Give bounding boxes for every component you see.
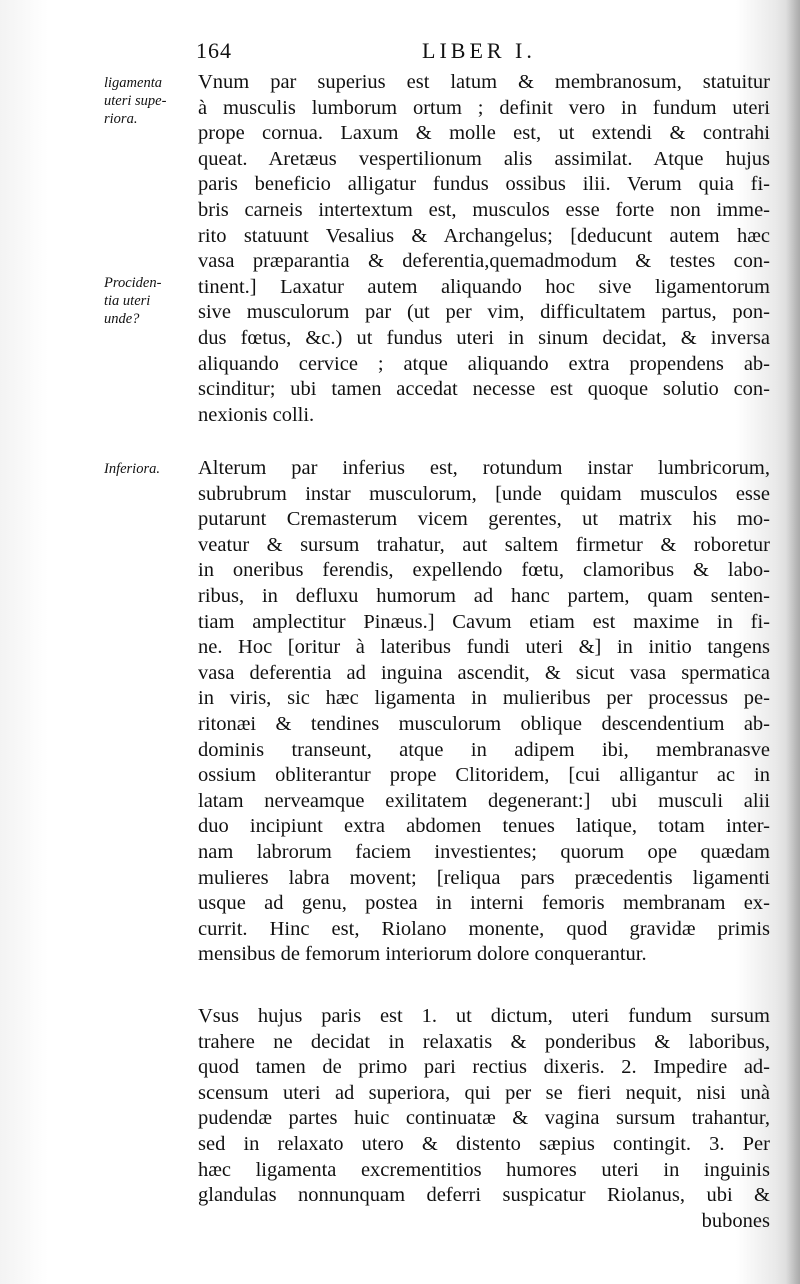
text-line: vasa præparantia & deferentia,quemadmodum & testes con- bbox=[198, 250, 770, 273]
paragraph-inferius bbox=[198, 456, 770, 968]
margin-line: unde? bbox=[104, 311, 140, 327]
text-line: Alterum par inferius est, rotundum instar lumbricorum, bbox=[198, 457, 770, 479]
running-title: LIBER I. bbox=[422, 38, 536, 63]
text-line: latam nerveamque exilitatem degenerant:] ubi musculi alii bbox=[198, 789, 770, 812]
text-line: paris beneficio alligatur fundus ossibus ilii. Verum quia fi- bbox=[198, 173, 770, 196]
text-line: ritonæi & tendines musculorum oblique descendentium ab- bbox=[198, 712, 770, 735]
paragraph-superius bbox=[198, 70, 770, 428]
text-line: scinditur; ubi tamen accedat necesse est quoque solutio con- bbox=[198, 378, 770, 401]
margin-line: Inferiora. bbox=[104, 461, 160, 477]
text-line: currit. Hinc est, Riolano monente, quod gravidæ primis bbox=[198, 917, 770, 940]
text-line: bris carneis intertextum est, musculos esse forte non imme- bbox=[198, 198, 770, 221]
marginal-note-ligamenta bbox=[104, 74, 190, 128]
page-edge-shadow bbox=[786, 0, 800, 1284]
text-line: veatur & sursum trahatur, aut saltem firmetur & roboretur bbox=[198, 533, 770, 556]
margin-line: Prociden- bbox=[104, 275, 162, 291]
catchword: bubones bbox=[701, 1209, 770, 1232]
marginal-note-inferiora bbox=[104, 460, 190, 478]
text-line: ribus, in defluxu humorum ad hanc partem, quam senten- bbox=[198, 584, 770, 607]
text-line: subrubrum instar musculorum, [unde quidam musculos esse bbox=[198, 482, 770, 505]
text-line: sive musculorum par (ut per vim, difficultatem partus, pon- bbox=[198, 301, 770, 324]
margin-line: tia uteri bbox=[104, 293, 151, 309]
text-line: prope cornua. Laxum & molle est, ut extendi & contrahi bbox=[198, 122, 770, 145]
text-line: tiam amplectitur Pinæus.] Cavum etiam est maxime in fi- bbox=[198, 610, 770, 633]
text-line: vasa deferentia ad inguina ascendit, & sicut vasa spermatica bbox=[198, 661, 770, 684]
text-line: mensibus de femorum interiorum dolore conquerantur. bbox=[198, 943, 647, 966]
text-line: à musculis lumborum ortum ; definit vero in fundum uteri bbox=[198, 96, 770, 119]
text-line: ossium obliterantur prope Clitoridem, [cui alligantur ac in bbox=[198, 764, 770, 787]
margin-line: ligamenta bbox=[104, 75, 162, 91]
running-head bbox=[196, 38, 772, 68]
margin-line: uteri supe- bbox=[104, 93, 167, 109]
text-line: aliquando cervice ; atque aliquando extra propendens ab- bbox=[198, 352, 770, 375]
text-line: in oneribus ferendis, expellendo fœtu, clamoribus & labo- bbox=[198, 559, 770, 582]
marginal-note-procidentia bbox=[104, 274, 190, 328]
text-line: quod tamen de primo pari rectius dixeris. 2. Impedire ad- bbox=[198, 1056, 770, 1079]
text-line: sed in relaxato utero & distento sæpius contingit. 3. Per bbox=[198, 1132, 770, 1155]
text-line: tinent.] Laxatur autem aliquando hoc sive ligamentorum bbox=[198, 275, 770, 298]
text-line: dominis transeunt, atque in adipem ibi, membranasve bbox=[198, 738, 770, 761]
text-line: trahere ne decidat in relaxatis & ponderibus & laboribus, bbox=[198, 1030, 770, 1053]
text-line: putarunt Cremasterum vicem gerentes, ut matrix his mo- bbox=[198, 508, 770, 531]
text-line: in viris, sic hæc ligamenta in mulieribus per processus pe- bbox=[198, 687, 770, 710]
text-line: Vnum par superius est latum & membranosum, statuitur bbox=[198, 71, 770, 93]
text-line: pudendæ partes huic continuatæ & vagina sursum trahantur, bbox=[198, 1107, 770, 1130]
text-line: queat. Aretæus vespertilionum alis assimilat. Atque hujus bbox=[198, 147, 770, 170]
page-number: 164 bbox=[196, 38, 232, 63]
text-line: mulieres labra movent; [reliqua pars præcedentis ligamenti bbox=[198, 866, 770, 889]
text-line: duo incipiunt extra abdomen tenues latique, totam inter- bbox=[198, 815, 770, 838]
text-line: nexionis colli. bbox=[198, 403, 315, 426]
text-line: nam labrorum faciem investientes; quorum ope quædam bbox=[198, 840, 770, 863]
text-line: rito statuunt Vesalius & Archangelus; [deducunt autem hæc bbox=[198, 224, 770, 247]
paragraph-usus bbox=[198, 1004, 770, 1234]
text-line: ne. Hoc [oritur à lateribus fundi uteri &] in initio tangens bbox=[198, 636, 770, 659]
text-line: scensum uteri ad superiora, qui per se fieri nequit, nisi unà bbox=[198, 1081, 770, 1104]
text-line: Vsus hujus paris est 1. ut dictum, uteri fundum sursum bbox=[198, 1005, 770, 1027]
text-line: glandulas nonnunquam deferri suspicatur Riolanus, ubi & bbox=[198, 1184, 770, 1207]
text-line: dus fœtus, &c.) ut fundus uteri in sinum decidat, & inversa bbox=[198, 326, 770, 349]
text-line: hæc ligamenta excrementitios humores uteri in inguinis bbox=[198, 1158, 770, 1181]
margin-line: riora. bbox=[104, 111, 138, 127]
text-line: usque ad genu, postea in interni femoris membranam ex- bbox=[198, 892, 770, 915]
